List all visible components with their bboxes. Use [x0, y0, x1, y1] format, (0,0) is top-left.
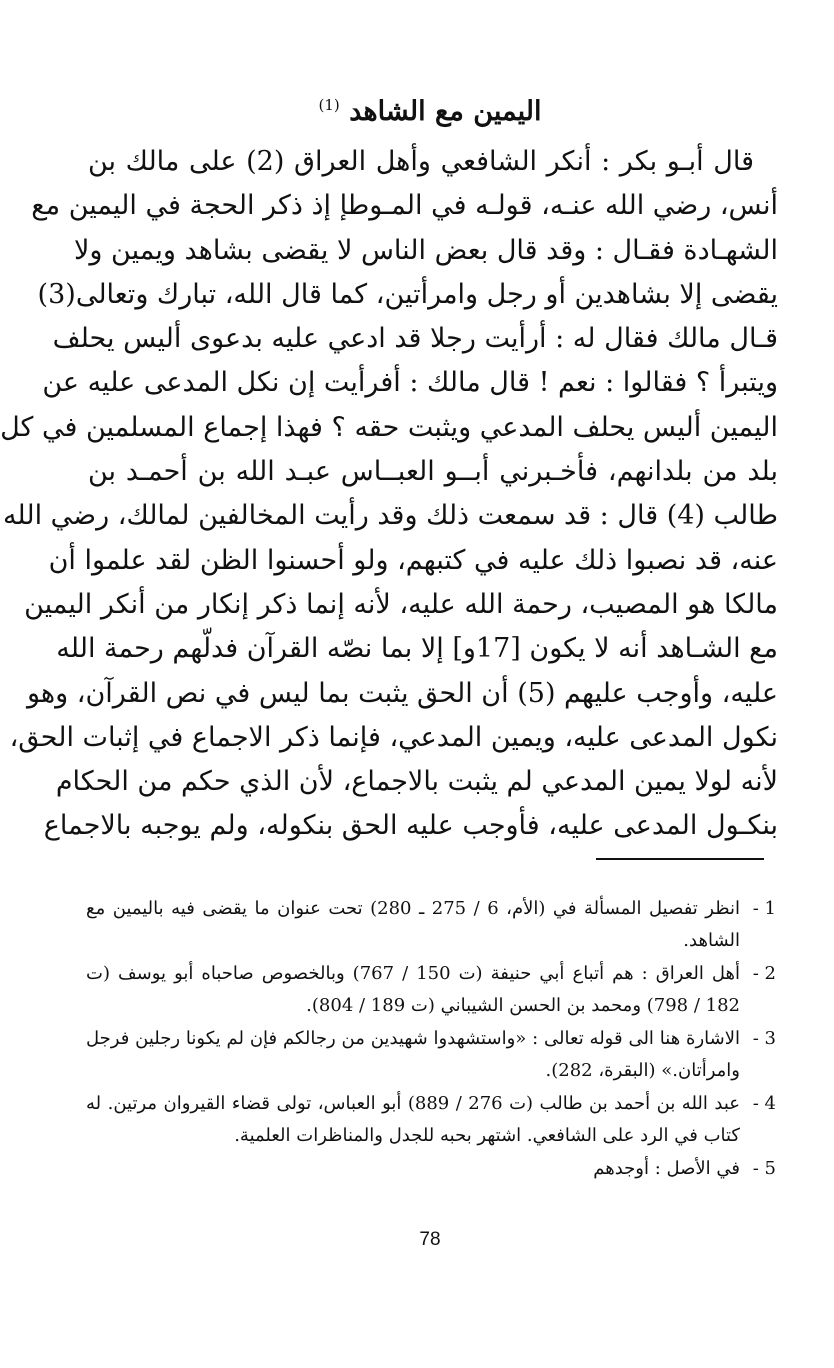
footnote-item: [86, 958, 776, 1021]
page-number: 78: [419, 1229, 441, 1250]
text-line: نكول المدعى عليه، ويمين المدعي، فإنما ذكر الاجماع في إثبات الحق،: [9, 721, 778, 753]
text-line: عنه، قد نصبوا ذلك عليه في كتبهم، ولو أحسنوا الظن لقد علموا أن: [48, 544, 778, 576]
footnote-number: 1 -: [752, 898, 776, 919]
footnote-separator: [596, 858, 764, 860]
footnote-number: 2 -: [752, 963, 776, 984]
footnote-item: [86, 1088, 776, 1151]
footnote-number: 3 -: [752, 1028, 776, 1049]
footnote-text: انظر تفصيل المسألة في (الأم، 6 / 275 ـ 280) تحت عنوان ما يقضى فيه باليمين مع الشاهد.: [86, 898, 741, 951]
text-line: قـال مالك فقال له : أرأيت رجلا قد ادعي عليه بدعوى أليس يحلف: [52, 323, 778, 355]
main-text: [0, 140, 778, 849]
footnote-item: [86, 1153, 776, 1185]
text-line: عليه، وأوجب عليهم (5) أن الحق يثبت بما ليس في نص القرآن، وهو: [26, 677, 778, 709]
title-footnote-ref: (1): [318, 96, 340, 114]
text-line: ويتبرأ ؟ فقالوا : نعم ! قال مالك : أفرأيت إن نكل المدعى عليه عن: [42, 367, 778, 399]
text-line: بلد من بلدانهم، فأخـبرني أبــو العبــاس عبـد الله بن أحمـد بن: [88, 456, 778, 488]
text-line: أنس، رضي الله عنـه، قولـه في المـوطإ إذ ذكر الحجة في اليمين مع: [31, 190, 778, 222]
text-line: طالب (4) قال : قد سمعت ذلك وقد رأيت المخالفين لمالك، رضي الله: [2, 500, 778, 532]
text-line: مالكا هو المصيب، رحمة الله عليه، لأنه إنما ذكر إنكار من أنكر اليمين: [24, 588, 778, 620]
footnote-text: أهل العراق : هم أتباع أبي حنيفة (ت 150 / 767) وبالخصوص صاحباه أبو يوسف (ت 182 / 798) ومحمد بن الحسن الشيباني (ت 189 / 804).: [86, 963, 740, 1016]
footnote-item: [86, 1023, 776, 1086]
text-line: قال أبـو بكر : أنكر الشافعي وأهل العراق (2) على مالك بن: [88, 146, 754, 177]
footnote-text: الاشارة هنا الى قوله تعالى : «واستشهدوا شهيدين من رجالكم فإن لم يكونا رجلين فرجل وامرأتان.» (البقرة، 282).: [86, 1028, 740, 1081]
footnotes: [86, 893, 776, 1187]
section-title-text: اليمين مع الشاهد: [349, 96, 542, 127]
footnote-text: عبد الله بن أحمد بن طالب (ت 276 / 889) أبو العباس، تولى قضاء القيروان مرتين. له كتاب في الرد على الشافعي. اشتهر بحبه للجدل والمناظرات العلمية.: [86, 1093, 740, 1146]
section-title: [26, 92, 834, 132]
text-line: يقضى إلا بشاهدين أو رجل وامرأتين، كما قال الله، تبارك وتعالى(3): [37, 278, 778, 310]
footnote-item: [86, 893, 776, 956]
text-line: مع الشـاهد أنه لا يكون [17و] إلا بما نصّه القرآن فدلّهم رحمة الله: [56, 633, 778, 665]
footnote-number: 5 -: [752, 1158, 776, 1179]
footnote-text: في الأصل : أوجدهم: [593, 1158, 740, 1179]
text-line: لأنه لولا يمين المدعي لم يثبت بالاجماع، لأن الذي حكم من الحكام: [55, 766, 778, 798]
text-line: اليمين أليس يحلف المدعي ويثبت حقه ؟ فهذا إجماع المسلمين في كل: [0, 411, 778, 443]
text-line: بنكـول المدعى عليه، فأوجب عليه الحق بنكوله، ولم يوجبه بالاجماع: [43, 810, 778, 842]
footnote-number: 4 -: [752, 1093, 776, 1114]
text-line: الشهـادة فقـال : وقد قال بعض الناس لا يقضى بشاهد ويمين ولا: [74, 234, 778, 266]
